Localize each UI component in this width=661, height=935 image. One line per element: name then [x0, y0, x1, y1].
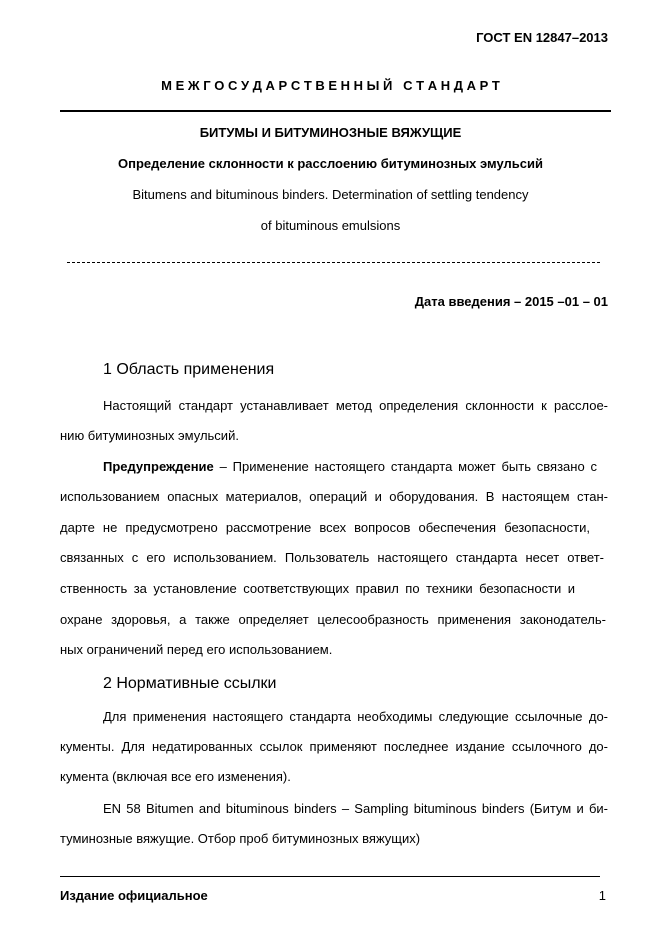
english-title-line-1: Bitumens and bituminous binders. Determination of settling tendency — [132, 187, 529, 202]
document-number: ГОСТ EN 12847–2013 — [476, 30, 608, 45]
section-1-heading: 1 Область применения — [103, 361, 275, 378]
text-line: – Применение настоящего стандарта может быть связано с — [219, 459, 597, 474]
text-line: EN 58 Bitumen and bituminous binders – Sampling bituminous binders (Битум и би- — [103, 801, 608, 816]
text-line: кументы. Для недатированных ссылок применяют последнее издание ссылочного до- — [60, 739, 608, 754]
section-2-heading: 2 Нормативные ссылки — [103, 675, 277, 692]
text-line: Настоящий стандарт устанавливает метод определения склонности к расслое- — [103, 398, 608, 413]
text-line: охране здоровья, а также определяет целесообразность применения законодатель- — [60, 612, 606, 627]
document-title: БИТУМЫ И БИТУМИНОЗНЫЕ ВЯЖУЩИЕ — [199, 125, 462, 140]
edition-label: Издание официальное — [60, 888, 208, 903]
title-divider — [67, 262, 600, 263]
english-title-line-2: of bituminous emulsions — [260, 218, 401, 233]
text-line: ных ограничений перед его использованием. — [60, 642, 333, 657]
footer-rule — [60, 876, 600, 877]
warning-label: Предупреждение — [103, 459, 214, 474]
warning-line — [103, 459, 597, 475]
standard-type: М Е Ж Г О С У Д А Р С Т В Е Н Н Ы Й С Т А Н Д А Р Т — [161, 78, 500, 93]
text-line: туминозные вяжущие. Отбор проб битуминозных вяжущих) — [60, 831, 421, 846]
text-line: кумента (включая все его изменения). — [60, 769, 291, 784]
page-number: 1 — [598, 888, 606, 903]
introduction-date: Дата введения – 2015 –01 – 01 — [414, 294, 608, 309]
text-line: ственность за установление соответствующих правил по техники безопасности и — [60, 581, 575, 596]
text-line: связанных с его использованием. Пользователь настоящего стандарта несет ответ- — [60, 550, 604, 565]
text-line: нию битуминозных эмульсий. — [60, 428, 239, 443]
text-line: использованием опасных материалов, операций и оборудования. В настоящем стан- — [60, 489, 608, 504]
document-subtitle: Определение склонности к расслоению битуминозных эмульсий — [117, 156, 543, 171]
text-line: дарте не предусмотрено рассмотрение всех вопросов обеспечения безопасности, — [60, 520, 590, 535]
text-line: Для применения настоящего стандарта необходимы следующие ссылочные до- — [103, 709, 608, 724]
header-rule — [60, 110, 611, 112]
